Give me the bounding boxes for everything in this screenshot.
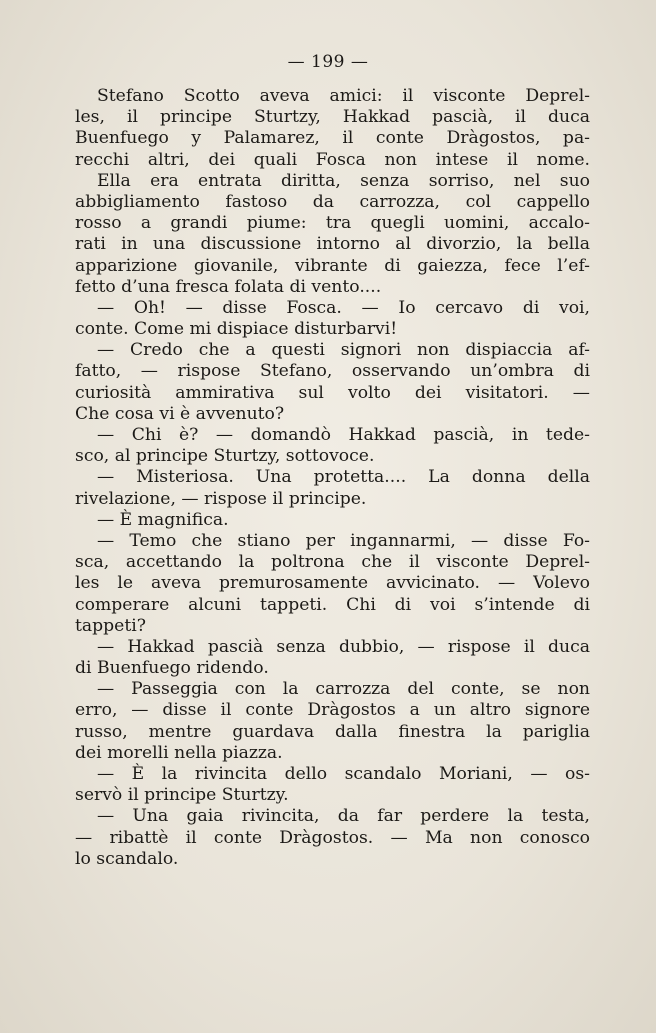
text-line: rati in una discussione intorno al divorzio, la bella	[75, 234, 590, 255]
text-line: — Chi è? — domandò Hakkad pascià, in tede-	[97, 425, 590, 445]
text-line: fatto, — rispose Stefano, osservando un’ombra di	[75, 361, 590, 382]
text-line: — È la rivincita dello scandalo Moriani, — os-	[97, 764, 590, 784]
text-line: — È magnifica.	[97, 509, 229, 530]
text-line: — Passeggia con la carrozza del conte, se non	[97, 679, 590, 700]
text-line: — Temo che stiano per ingannarmi, — disse Fo-	[97, 530, 590, 551]
text-line: sco, al principe Sturtzy, sottovoce.	[75, 446, 375, 467]
text-line: — Oh! — disse Fosca. — Io cercavo di voi,	[97, 297, 590, 318]
text-line: — Misteriosa. Una protetta.... La donna della	[97, 467, 590, 488]
text-line: sca, accettando la poltrona che il visconte Deprel-	[75, 552, 590, 573]
text-line: lo scandalo.	[75, 848, 179, 869]
text-line: — Credo che a questi signori non dispiaccia af-	[97, 340, 590, 361]
text-line: fetto d’una fresca folata di vento....	[75, 276, 382, 297]
text-line: rivelazione, — rispose il principe.	[75, 488, 367, 509]
text-line: abbigliamento fastoso da carrozza, col cappello	[75, 191, 590, 212]
text-line: Stefano Scotto aveva amici: il visconte Deprel-	[97, 86, 590, 106]
text-line: apparizione giovanile, vibrante di gaiezza, fece l’ef-	[75, 255, 590, 276]
text-line: russo, mentre guardava dalla finestra la pariglia	[75, 721, 590, 742]
page-text	[75, 86, 590, 870]
text-line: curiosità ammirativa sul volto dei visitatori. —	[75, 382, 590, 403]
text-line: Che cosa vi è avvenuto?	[75, 403, 285, 424]
text-line: comperare alcuni tappeti. Chi di voi s’intende di	[75, 594, 590, 615]
text-line: — ribattè il conte Dràgostos. — Ma non conosco	[75, 827, 590, 848]
text-line: les, il principe Sturtzy, Hakkad pascià, il duca	[75, 107, 590, 128]
text-line: Ella era entrata diritta, senza sorriso, nel suo	[97, 170, 590, 191]
text-line: tappeti?	[75, 615, 146, 636]
text-line: Buenfuego y Palamarez, il conte Dràgostos, pa-	[75, 128, 590, 149]
text-line: rosso a grandi piume: tra quegli uomini, accalo-	[75, 213, 590, 234]
text-line: dei morelli nella piazza.	[75, 742, 283, 763]
text-line: recchi altri, dei quali Fosca non intese il nome.	[75, 149, 590, 170]
text-line: les le aveva premurosamente avvicinato. — Volevo	[75, 573, 590, 594]
text-line: — Hakkad pascià senza dubbio, — rispose il duca	[97, 636, 590, 657]
text-line: — Una gaia rivincita, da far perdere la testa,	[97, 806, 590, 827]
text-line: servò il principe Sturtzy.	[75, 785, 289, 806]
page-number: — 199 —	[287, 52, 369, 72]
text-line: conte. Come mi dispiace disturbarvi!	[75, 319, 398, 340]
text-line: erro, — disse il conte Dràgostos a un altro signore	[75, 700, 590, 721]
text-line: di Buenfuego ridendo.	[75, 658, 269, 679]
